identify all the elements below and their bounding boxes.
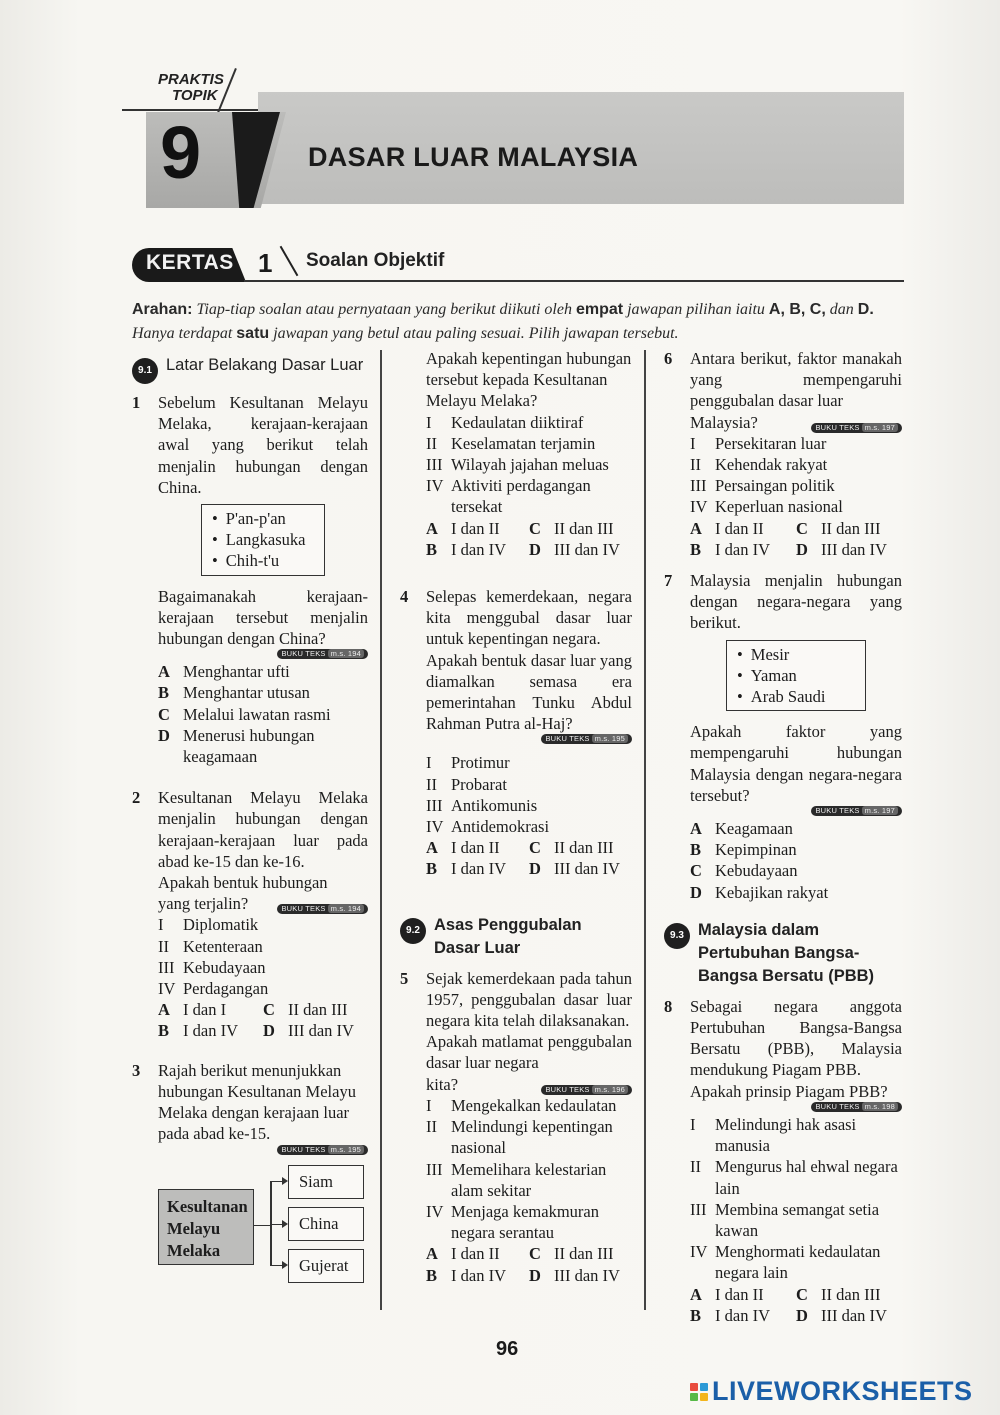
- box-item: • Chih-t'u: [212, 550, 314, 571]
- statement-item: [158, 978, 368, 999]
- option-letter: A: [690, 819, 702, 839]
- statement-text: Menghormati kedaulatan negara lain: [715, 1242, 881, 1283]
- option-text: III dan IV: [554, 1265, 620, 1285]
- instructions-emphasis: empat: [575, 301, 624, 318]
- question-7: [664, 570, 902, 903]
- option-b[interactable]: [158, 682, 368, 703]
- option-text: II dan III: [288, 1000, 348, 1020]
- option-text: I dan IV: [451, 1265, 506, 1285]
- section-title: Latar Belakang Dasar Luar: [166, 356, 364, 374]
- option-row: [426, 858, 632, 879]
- book-ref-label: BUKU TEKS: [815, 1101, 860, 1111]
- book-ref: [158, 649, 368, 659]
- option-a[interactable]: A I dan II: [426, 518, 500, 538]
- diagram-target-gujerat: Gujerat: [288, 1249, 364, 1283]
- option-letter: A: [158, 662, 170, 682]
- statement-numeral: II: [690, 1157, 701, 1177]
- statement-item: [426, 774, 632, 795]
- statement-item: [690, 1241, 902, 1283]
- statement-text: Keselamatan terjamin: [451, 433, 596, 453]
- instructions-letters: D.: [857, 301, 874, 318]
- option-row: [426, 837, 632, 858]
- diagram-main-text: Melaka: [167, 1240, 221, 1260]
- statement-item: [426, 454, 632, 475]
- statement-text: Aktiviti perdagangan tersekat: [451, 476, 591, 517]
- statement-item: [426, 475, 632, 517]
- statement-item: [690, 1156, 902, 1198]
- statement-numeral: I: [426, 412, 432, 432]
- relations-diagram: [158, 1161, 368, 1291]
- question-number: 5: [400, 968, 409, 988]
- book-ref-label: BUKU TEKS: [815, 806, 860, 816]
- option-d[interactable]: D III dan IV: [529, 859, 620, 879]
- section-9-1: [132, 348, 368, 384]
- paper-subtitle: Soalan Objektif: [306, 250, 445, 271]
- statement-text: Melindungi hak asasi manusia: [715, 1114, 857, 1156]
- option-b[interactable]: B I dan IV: [426, 539, 506, 559]
- option-row: [426, 518, 632, 539]
- option-text: I dan II: [451, 518, 500, 538]
- statement-item: [158, 936, 368, 957]
- option-text: Kepimpinan: [715, 840, 797, 860]
- box-item: • Yaman: [737, 665, 855, 686]
- statement-numeral: I: [426, 1095, 432, 1115]
- countries-box: [726, 640, 866, 712]
- statement-numeral: IV: [426, 476, 444, 496]
- book-ref-page: m.s. 197: [862, 423, 898, 432]
- option-a[interactable]: A I dan II: [426, 838, 500, 858]
- question-stem: Sejak kemerdekaan pada tahun 1957, penggubalan dasar luar negara kita telah dilaksanakan.: [426, 968, 632, 1031]
- praktis-line: PRAKTIS: [158, 71, 224, 88]
- option-a[interactable]: [158, 661, 368, 682]
- question-number: 6: [664, 349, 673, 368]
- statement-numeral: IV: [426, 1201, 444, 1221]
- question-stem: Selepas kemerdekaan, negara kita menggubal dasar luar untuk kepentingan negara.: [426, 587, 632, 649]
- instructions-text: Hanya terdapat: [132, 325, 233, 342]
- question-text: Apakah kepentingan hubungan tersebut kepada Kesultanan Melayu Melaka?: [426, 349, 632, 411]
- statement-item: [690, 1199, 902, 1241]
- chapter-number: 9: [160, 111, 202, 194]
- option-text: I dan IV: [451, 539, 506, 559]
- statement-item: [426, 1095, 632, 1116]
- liveworksheets-text: LIVEWORKSHEETS: [712, 1376, 973, 1406]
- section-title: Asas Penggubalan Dasar Luar: [434, 915, 582, 957]
- book-ref-label: BUKU TEKS: [281, 649, 326, 659]
- statement-numeral: II: [426, 774, 437, 794]
- statement-item: [426, 412, 632, 433]
- option-letter: D: [690, 882, 702, 902]
- chapter-title: DASAR LUAR MALAYSIA: [308, 142, 639, 172]
- statement-numeral: III: [426, 1159, 443, 1179]
- statement-numeral: I: [426, 753, 432, 773]
- instructions-emphasis: satu: [236, 325, 270, 342]
- option-a[interactable]: A I dan II: [690, 518, 764, 538]
- statement-text: Perdagangan: [183, 979, 269, 999]
- question-8: [664, 996, 902, 1326]
- box-item: • Arab Saudi: [737, 686, 855, 707]
- option-row: [690, 1284, 902, 1305]
- statement-text: Kehendak rakyat: [715, 455, 828, 475]
- arrow-icon: [270, 1181, 286, 1183]
- question-number: 1: [132, 393, 141, 412]
- question-3-continued: [400, 348, 632, 560]
- column-3: [664, 348, 902, 1336]
- statement-text: Membina semangat setia kawan: [715, 1199, 880, 1240]
- question-number: 2: [132, 788, 141, 808]
- question-stem: Rajah berikut menunjukkan hubungan Kesultanan Melayu Melaka dengan kerajaan luar pada abad ke-15.: [158, 1060, 356, 1144]
- diagram-main-text: Melayu: [167, 1218, 221, 1238]
- statement-text: Antikomunis: [451, 795, 538, 815]
- statement-text: Memelihara kelestarian alam sekitar: [451, 1159, 607, 1200]
- question-6: [664, 348, 902, 560]
- section-9-3: [664, 913, 902, 988]
- option-text: III dan IV: [821, 1305, 887, 1325]
- statement-item: [426, 433, 632, 454]
- option-d[interactable]: [158, 725, 368, 767]
- option-text: III dan IV: [554, 859, 620, 879]
- statement-text: Wilayah jajahan meluas: [451, 455, 609, 475]
- column-divider: [644, 350, 646, 1310]
- option-text: II dan III: [821, 1284, 881, 1304]
- option-text: I dan II: [715, 518, 764, 538]
- diagram-target-china: China: [288, 1207, 364, 1241]
- option-c[interactable]: [690, 860, 902, 881]
- section-9-2: [400, 908, 632, 960]
- option-text: Menghantar ufti: [183, 662, 290, 682]
- statement-text: Mengurus hal ehwal negara lain: [715, 1157, 898, 1198]
- statement-numeral: I: [158, 915, 164, 935]
- option-text: I dan II: [451, 1244, 500, 1264]
- option-text: Kebajikan rakyat: [715, 882, 829, 902]
- statement-item: [426, 816, 632, 837]
- option-d[interactable]: D III dan IV: [529, 539, 620, 559]
- option-c[interactable]: C II dan III: [529, 518, 614, 538]
- question-4: [400, 586, 632, 880]
- diagram-main-text: Kesultanan: [167, 1196, 248, 1216]
- option-text: I dan I: [183, 1000, 227, 1020]
- option-a[interactable]: A I dan II: [690, 1284, 764, 1304]
- statement-text: Menjaga kemakmuran negara serantau: [451, 1201, 599, 1243]
- statement-item: [426, 1159, 632, 1201]
- paper-badge-label: KERTAS: [146, 251, 234, 274]
- book-ref-page: m.s. 196: [592, 1085, 628, 1094]
- option-text: I dan II: [451, 838, 500, 858]
- section-title: Malaysia dalam Pertubuhan Bangsa-Bangsa Bersatu (PBB): [698, 920, 875, 985]
- statement-text: Ketenteraan: [183, 936, 263, 956]
- question-text: kita?: [426, 1074, 459, 1094]
- question-stem: Malaysia menjalin hubungan dengan negara-negara yang berikut.: [690, 571, 902, 633]
- diagram-target-siam: Siam: [288, 1165, 364, 1199]
- statement-item: [690, 1114, 902, 1156]
- book-ref-page: m.s. 198: [862, 1102, 898, 1111]
- diagram-connector: [254, 1225, 270, 1227]
- book-ref-page: m.s. 195: [592, 734, 628, 743]
- option-d[interactable]: [690, 882, 902, 903]
- option-row: [426, 1243, 632, 1264]
- book-ref: [277, 904, 368, 914]
- option-row: [158, 1020, 368, 1041]
- statement-numeral: I: [690, 433, 696, 453]
- instructions-text: jawapan yang betul atau paling sesuai. Pilih jawapan tersebut.: [273, 325, 679, 342]
- liveworksheets-logo[interactable]: [690, 1376, 973, 1407]
- topik-line: TOPIK: [172, 87, 218, 104]
- instructions-letters: A, B, C,: [768, 301, 826, 318]
- statement-numeral: III: [426, 795, 443, 815]
- question-stem: Malaysia?: [690, 412, 758, 432]
- question-text: Apakah matlamat penggubalan dasar luar negara: [426, 1032, 632, 1073]
- question-text: Apakah prinsip Piagam PBB?: [690, 1081, 888, 1101]
- statement-text: Mengekalkan kedaulatan: [451, 1095, 617, 1115]
- option-c[interactable]: C II dan III: [796, 1284, 881, 1304]
- question-stem: Kesultanan Melayu Melaka menjalin hubungan dengan kerajaan-kerajaan luar pada abad ke-15 dan ke-16.: [158, 788, 368, 871]
- statement-numeral: IV: [690, 497, 708, 517]
- option-text: I dan IV: [183, 1021, 238, 1041]
- option-d[interactable]: D III dan IV: [796, 1305, 887, 1325]
- book-ref-label: BUKU TEKS: [281, 1144, 326, 1154]
- book-ref-page: m.s. 195: [328, 1145, 364, 1154]
- book-ref-page: m.s. 194: [328, 904, 364, 913]
- option-b[interactable]: B I dan IV: [690, 539, 770, 559]
- book-ref-label: BUKU TEKS: [815, 422, 860, 432]
- column-1: [132, 348, 368, 1291]
- statement-item: [690, 496, 902, 517]
- option-text: Menghantar utusan: [183, 683, 310, 703]
- book-ref: [690, 1102, 902, 1112]
- option-letter: B: [158, 683, 170, 703]
- statement-numeral: II: [158, 936, 169, 956]
- statement-text: Probarat: [451, 774, 507, 794]
- option-letter: C: [690, 861, 702, 881]
- statement-item: [426, 795, 632, 816]
- statement-numeral: II: [426, 1117, 437, 1137]
- arrow-icon: [270, 1224, 286, 1226]
- statement-numeral: II: [426, 433, 437, 453]
- question-number: 3: [132, 1060, 141, 1080]
- question-text: Bagaimanakah kerajaan-kerajaan tersebut menjalin hubungan dengan China?: [158, 586, 368, 649]
- statement-text: Kebudayaan: [183, 957, 266, 977]
- statement-numeral: IV: [158, 979, 176, 999]
- option-row: [158, 999, 368, 1020]
- section-badge: 9.1: [132, 358, 158, 384]
- instructions-label: Arahan: [132, 301, 188, 318]
- section-badge: 9.3: [664, 923, 690, 949]
- option-b[interactable]: B I dan IV: [158, 1021, 238, 1041]
- option-text: III dan IV: [288, 1021, 354, 1041]
- instructions-text: dan: [829, 301, 854, 318]
- option-d[interactable]: D III dan IV: [796, 539, 887, 559]
- statement-text: Keperluan nasional: [715, 497, 843, 517]
- option-c[interactable]: C II dan III: [263, 1000, 348, 1020]
- option-a[interactable]: [690, 818, 902, 839]
- option-text: I dan II: [715, 1284, 764, 1304]
- question-number: 8: [664, 996, 673, 1016]
- statement-numeral: III: [158, 957, 175, 977]
- statement-numeral: II: [690, 455, 701, 475]
- statement-text: Protimur: [451, 753, 510, 773]
- statement-numeral: IV: [426, 817, 444, 837]
- kingdoms-box: [201, 504, 325, 576]
- option-text: I dan IV: [451, 859, 506, 879]
- statement-numeral: I: [690, 1114, 696, 1134]
- statement-item: [426, 752, 632, 773]
- question-5: [400, 968, 632, 1286]
- option-text: II dan III: [821, 518, 881, 538]
- question-2: [132, 787, 368, 1041]
- question-number: 4: [400, 587, 409, 607]
- column-divider: [380, 350, 382, 1310]
- option-row: [690, 518, 902, 539]
- option-text: Keagamaan: [715, 819, 793, 839]
- question-stem: Antara berikut, faktor manakah yang mempengaruhi penggubalan dasar luar: [690, 349, 902, 411]
- option-row: [426, 539, 632, 560]
- liveworksheets-icon: [690, 1383, 708, 1401]
- statement-numeral: III: [426, 455, 443, 475]
- box-item: • Mesir: [737, 644, 855, 665]
- option-text: II dan III: [554, 838, 614, 858]
- statement-item: [158, 957, 368, 978]
- book-ref: [541, 1085, 632, 1095]
- option-row: [690, 539, 902, 560]
- question-text: Apakah faktor yang mempengaruhi hubungan Malaysia dengan negara-negara tersebut?: [690, 722, 902, 805]
- option-d[interactable]: D III dan IV: [263, 1021, 354, 1041]
- option-b[interactable]: B I dan IV: [690, 1305, 770, 1325]
- statement-numeral: III: [690, 476, 707, 496]
- paper-slash: [280, 246, 299, 276]
- question-stem: Sebelum Kesultanan Melayu Melaka, kerajaan-kerajaan awal yang berikut telah menjalin hubungan dengan China.: [158, 393, 368, 497]
- question-text: yang terjalin?: [158, 894, 249, 914]
- question-text: Apakah bentuk dasar luar yang diamalkan semasa era pemerintahan Tunku Abdul Rahman Putra al-Haj?: [426, 650, 632, 734]
- statement-item: [690, 454, 902, 475]
- box-item: • P'an-p'an: [212, 508, 314, 529]
- praktis-topik-label: [158, 72, 224, 104]
- book-ref: [690, 806, 902, 816]
- book-ref-page: m.s. 194: [328, 649, 364, 658]
- statement-item: [426, 1116, 632, 1158]
- option-text: II dan III: [554, 1244, 614, 1264]
- option-row: [426, 1265, 632, 1286]
- book-ref: [811, 423, 902, 433]
- option-text: I dan IV: [715, 539, 770, 559]
- option-text: Melalui lawatan rasmi: [183, 704, 331, 724]
- statement-text: Antidemokrasi: [451, 817, 550, 837]
- option-c[interactable]: [158, 704, 368, 725]
- option-b[interactable]: B I dan IV: [426, 859, 506, 879]
- question-1: [132, 392, 368, 767]
- book-ref-page: m.s. 197: [862, 806, 898, 815]
- option-letter: B: [690, 840, 702, 860]
- instructions-text: jawapan pilihan iaitu: [627, 301, 765, 318]
- diagram-main-box: [158, 1189, 254, 1265]
- statement-item: [158, 914, 368, 935]
- statement-text: Persekitaran luar: [715, 433, 827, 453]
- question-3: [132, 1060, 368, 1157]
- question-number: 7: [664, 571, 673, 591]
- page-number: 96: [496, 1338, 519, 1360]
- option-text: Kebudayaan: [715, 861, 798, 881]
- statement-text: Melindungi kepentingan nasional: [451, 1117, 613, 1158]
- book-ref: [158, 1145, 368, 1155]
- instructions: Arahan: Tiap-tiap soalan atau pernyataan yang berikut diikuti oleh empat jawapan pilihan iaitu A, B, C, dan D. Hanya terdapat satu jawapan yang betul atau paling sesuai. Pilih jawapan tersebut.: [132, 301, 874, 342]
- paper-rule: [244, 280, 904, 282]
- instructions-text: Tiap-tiap soalan atau pernyataan yang berikut diikuti oleh: [196, 301, 572, 318]
- option-text: II dan III: [554, 518, 614, 538]
- book-ref-label: BUKU TEKS: [545, 1084, 590, 1094]
- statement-item: [690, 475, 902, 496]
- book-ref: [426, 734, 632, 744]
- box-item: • Langkasuka: [212, 529, 314, 550]
- option-d[interactable]: D III dan IV: [529, 1265, 620, 1285]
- option-row: [690, 1305, 902, 1326]
- option-text: Menerusi hubungan keagamaan: [183, 725, 315, 767]
- arrow-icon: [270, 1265, 286, 1267]
- option-b[interactable]: [690, 839, 902, 860]
- section-badge: 9.2: [400, 918, 426, 944]
- statement-item: [690, 433, 902, 454]
- book-ref-label: BUKU TEKS: [281, 904, 326, 914]
- paper-number: 1: [258, 248, 273, 278]
- statement-item: [426, 1201, 632, 1243]
- option-a[interactable]: A I dan I: [158, 1000, 227, 1020]
- option-b[interactable]: B I dan IV: [426, 1265, 506, 1285]
- option-c[interactable]: C II dan III: [529, 1244, 614, 1264]
- option-a[interactable]: A I dan II: [426, 1244, 500, 1264]
- option-letter: C: [158, 704, 170, 724]
- option-text: III dan IV: [554, 539, 620, 559]
- option-text: III dan IV: [821, 539, 887, 559]
- statement-text: Kedaulatan diiktiraf: [451, 412, 584, 432]
- option-c[interactable]: C II dan III: [529, 838, 614, 858]
- statement-numeral: III: [690, 1199, 707, 1219]
- option-letter: D: [158, 725, 170, 745]
- question-stem: Sebagai negara anggota Pertubuhan Bangsa-Bangsa Bersatu (PBB), Malaysia mendukung Piagam PBB.: [690, 996, 902, 1080]
- book-ref-label: BUKU TEKS: [545, 734, 590, 744]
- statement-text: Persaingan politik: [715, 476, 835, 496]
- option-c[interactable]: C II dan III: [796, 518, 881, 538]
- question-text: Apakah bentuk hubungan: [158, 873, 328, 893]
- option-text: I dan IV: [715, 1305, 770, 1325]
- column-2: [400, 348, 632, 1296]
- statement-numeral: IV: [690, 1242, 708, 1262]
- statement-text: Diplomatik: [183, 915, 259, 935]
